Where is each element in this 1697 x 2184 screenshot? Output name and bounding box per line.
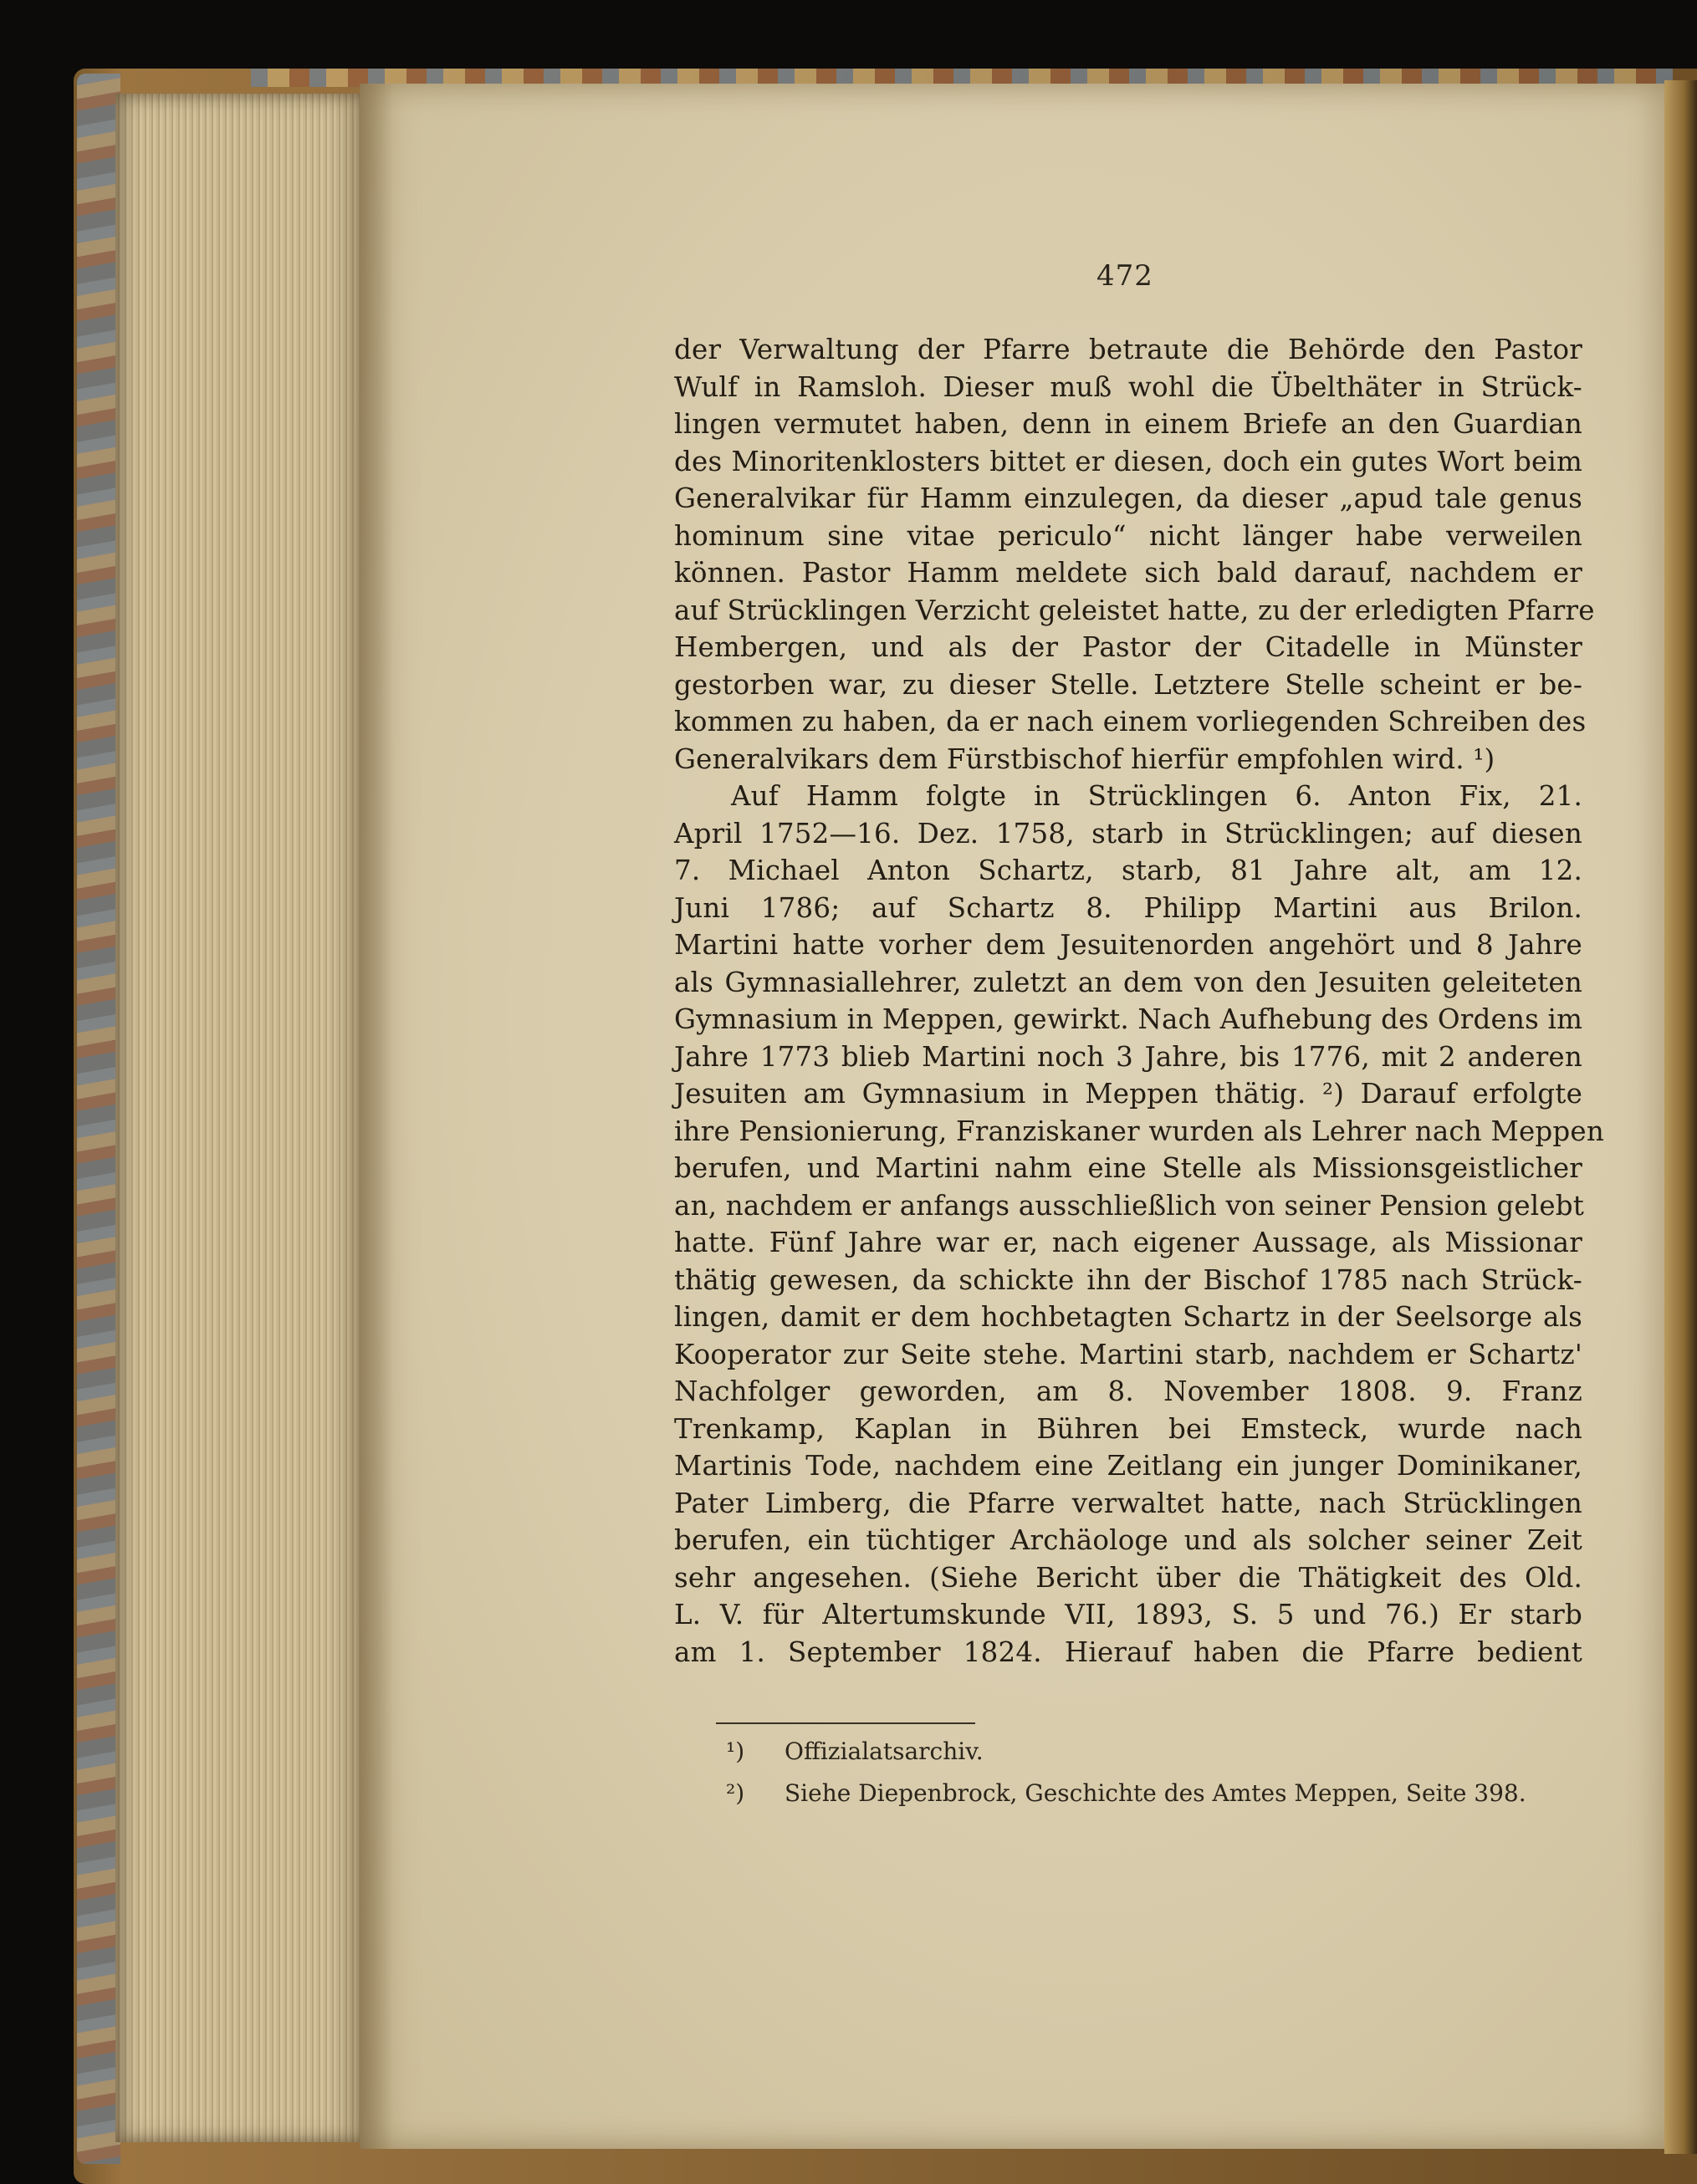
- marbled-edge: [77, 74, 120, 2164]
- footnotes: [726, 1731, 1562, 1814]
- footnote-text: Offizialatsarchiv.: [785, 1738, 984, 1765]
- text-line: können. Pastor Hamm meldete sich bald darauf, nachdem er: [674, 557, 1582, 589]
- text-line: lingen vermutet haben, denn in einem Briefe an den Guardian: [674, 408, 1582, 440]
- text-line: am 1. September 1824. Hierauf haben die Pfarre bedient: [674, 1635, 1582, 1668]
- text-line: lingen, damit er dem hochbetagten Schartz in der Seelsorge als: [674, 1301, 1582, 1333]
- footnote-marker: ¹): [726, 1738, 745, 1765]
- page-right-edge: [1664, 80, 1697, 2154]
- text-line: berufen, und Martini nahm eine Stelle als Missionsgeistlicher: [674, 1152, 1582, 1184]
- paragraph-start-line: Auf Hamm folgte in Strücklingen 6. Anton Fix, 21.: [731, 780, 1582, 812]
- text-line: berufen, ein tüchtiger Archäologe und als solcher seiner Zeit: [674, 1524, 1582, 1556]
- text-line: Jahre 1773 blieb Martini noch 3 Jahre, bis 1776, mit 2 anderen: [674, 1040, 1582, 1073]
- text-line: Generalvikar für Hamm einzulegen, da dieser „apud tale genus: [674, 482, 1582, 514]
- text-line: gestorben war, zu dieser Stelle. Letztere Stelle scheint er be-: [674, 668, 1582, 701]
- text-line: ihre Pensionierung, Franziskaner wurden als Lehrer nach Meppen: [674, 1115, 1604, 1147]
- page-gutter-shadow: [360, 84, 393, 2149]
- footnote-divider: [716, 1722, 975, 1724]
- text-line: Kooperator zur Seite stehe. Martini starb, nachdem er Schartz': [674, 1338, 1582, 1370]
- text-line: Nachfolger geworden, am 8. November 1808. 9. Franz: [674, 1375, 1582, 1407]
- footnote-2: [726, 1773, 1562, 1814]
- text-line: 7. Michael Anton Schartz, starb, 81 Jahre alt, am 12.: [674, 855, 1582, 886]
- text-line: thätig gewesen, da schickte ihn der Bischof 1785 nach Strück-: [674, 1263, 1582, 1296]
- text-line: Wulf in Ramsloh. Dieser muß wohl die Übelthäter in Strück-: [674, 370, 1582, 403]
- text-line: Pater Limberg, die Pfarre verwaltet hatte, nach Strücklingen: [674, 1487, 1582, 1519]
- text-line: Martini hatte vorher dem Jesuitenorden angehört und 8 Jahre: [674, 929, 1582, 961]
- text-line: an, nachdem er anfangs ausschließlich von seiner Pension gelebt: [674, 1189, 1585, 1222]
- text-line: Jesuiten am Gymnasium in Meppen thätig. ²) Darauf erfolgte: [674, 1078, 1582, 1110]
- text-line: hatte. Fünf Jahre war er, nach eigener Aussage, als Missionar: [674, 1227, 1582, 1258]
- body-text: [674, 331, 1604, 1671]
- page-stack-edges: [115, 94, 366, 2142]
- page-number: 472: [1096, 259, 1153, 293]
- text-line: kommen zu haben, da er nach einem vorliegenden Schreiben des: [674, 706, 1587, 737]
- text-line: des Minoritenklosters bittet er diesen, doch ein gutes Wort beim: [674, 445, 1582, 477]
- text-line: auf Strücklingen Verzicht geleistet hatte, zu der erledigten Pfarre: [674, 594, 1595, 626]
- text-line: Martinis Tode, nachdem eine Zeitlang ein junger Dominikaner,: [674, 1450, 1582, 1482]
- footnote-marker: ²): [726, 1779, 745, 1807]
- text-line: L. V. für Altertumskunde VII, 1893, S. 5 und 76.) Er starb: [674, 1599, 1582, 1630]
- text-line: als Gymnasiallehrer, zuletzt an dem von den Jesuiten geleiteten: [674, 966, 1582, 998]
- text-line: April 1752—16. Dez. 1758, starb in Strücklingen; auf diesen: [674, 817, 1582, 850]
- text-line: Gymnasium in Meppen, gewirkt. Nach Aufhebung des Ordens im: [674, 1003, 1583, 1035]
- text-line: hominum sine vitae periculo“ nicht länger habe verweilen: [674, 519, 1582, 552]
- footnote-text: Siehe Diepenbrock, Geschichte des Amtes Meppen, Seite 398.: [785, 1779, 1526, 1807]
- text-line: Juni 1786; auf Schartz 8. Philipp Martini aus Brilon.: [674, 891, 1582, 924]
- text-line: Hembergen, und als der Pastor der Citadelle in Münster: [674, 631, 1582, 663]
- text-line: Trenkamp, Kaplan in Bühren bei Emsteck, wurde nach: [674, 1412, 1582, 1445]
- text-line: sehr angesehen. (Siehe Bericht über die Thätigkeit des Old.: [674, 1561, 1582, 1594]
- text-line: Generalvikars dem Fürstbischof hierfür empfohlen wird. ¹): [674, 742, 1495, 775]
- text-line: der Verwaltung der Pfarre betraute die Behörde den Pastor: [674, 334, 1582, 365]
- footnote-1: [726, 1731, 1562, 1773]
